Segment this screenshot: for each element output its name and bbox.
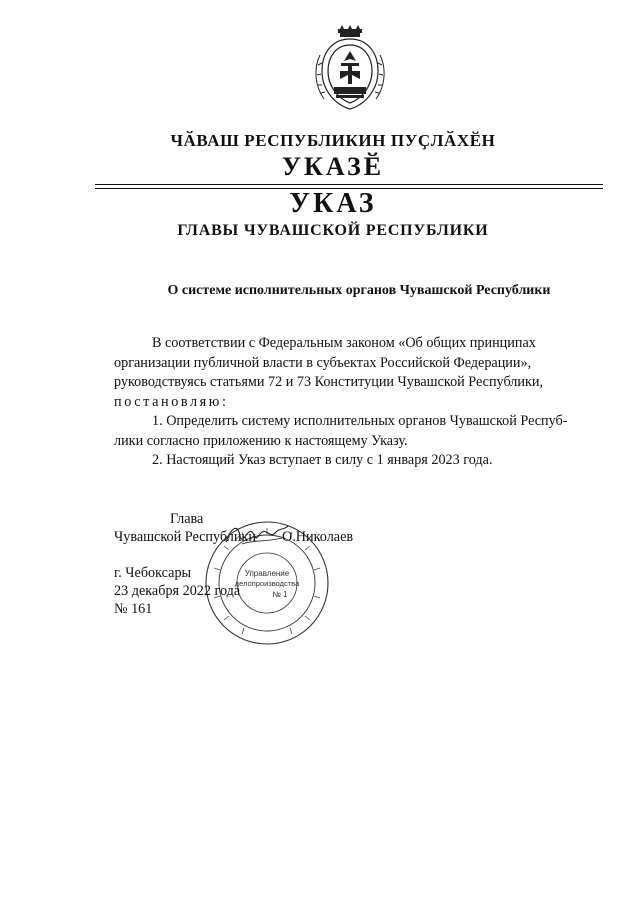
header-russian-glavy: ГЛАВЫ ЧУВАШСКОЙ РЕСПУБЛИКИ	[177, 222, 489, 239]
body-item-1-cont: лики согласно приложению к настоящему Указу.	[114, 432, 408, 449]
body-line-decree-word: постановляю:	[114, 393, 229, 410]
footer-place: г. Чебоксары	[114, 565, 192, 581]
header-divider	[95, 184, 603, 185]
signature-title: Глава	[170, 511, 204, 527]
handwritten-signature-icon	[222, 520, 292, 550]
stamp-line-1: Управление	[244, 569, 290, 578]
body-line: В соответствии с Федеральным законом «Об общих принципах	[152, 335, 536, 351]
body-item-2: 2. Настоящий Указ вступает в силу с 1 января 2023 года.	[152, 452, 493, 468]
emblem-icon	[310, 25, 390, 117]
decree-subject: О системе исполнительных органов Чувашской Республики	[167, 283, 551, 298]
header-chuvash-ukaze: УКАЗӖ	[281, 152, 385, 181]
footer-number: № 161	[114, 601, 153, 617]
header-russian-ukaz: УКАЗ	[289, 188, 377, 219]
body-line: организации публичной власти в субъектах Российской Федерации»,	[114, 354, 532, 371]
stamp-line-3: № 1	[272, 590, 288, 599]
header-chuvash-line: ЧӐВАШ РЕСПУБЛИКИН ПУҪЛӐХӖН	[170, 131, 496, 150]
signature-position: Чувашской Республики	[114, 529, 256, 545]
decree-body	[114, 334, 602, 471]
body-line: руководствуясь статьями 72 и 73 Конституции Чувашской Республики,	[114, 374, 544, 390]
body-item-1: 1. Определить систему исполнительных органов Чувашской Респуб-	[152, 413, 568, 429]
signature-name: О.Николаев	[282, 529, 354, 545]
footer-date: 23 декабря 2022 года	[114, 583, 241, 599]
stamp-line-2: делопроизводства	[234, 579, 300, 588]
